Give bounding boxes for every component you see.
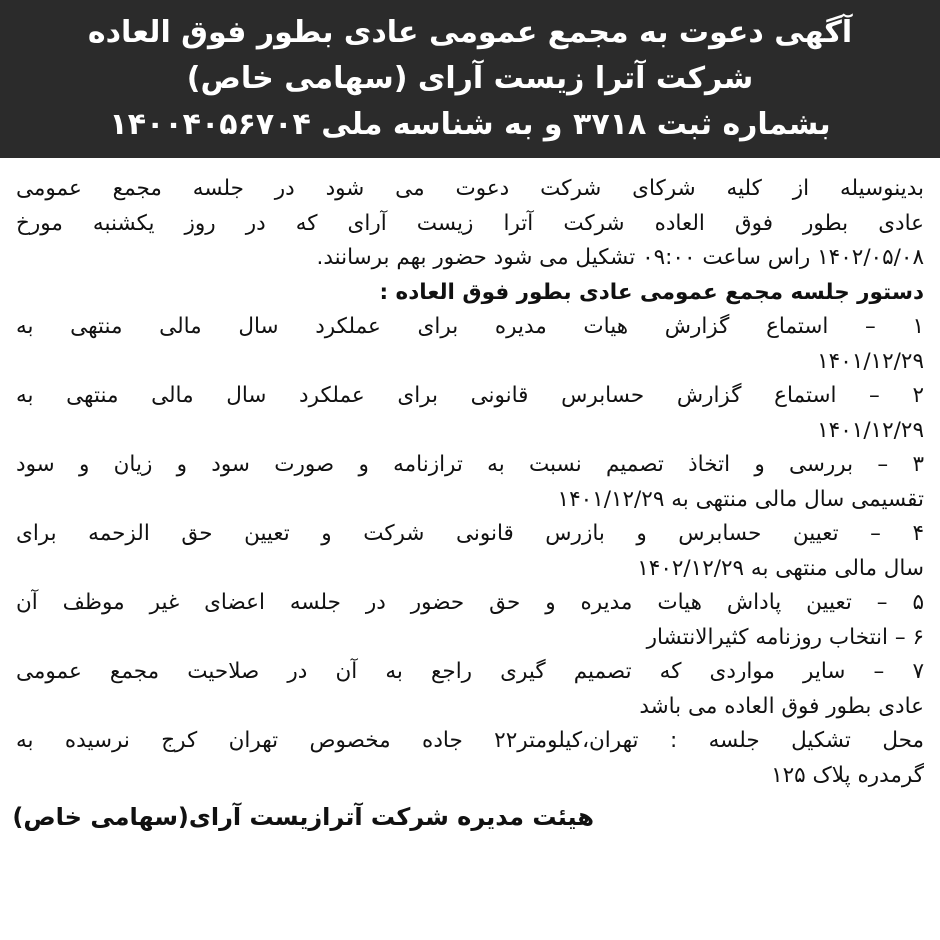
agenda-item-1: ۱ – استماع گزارش هیات مدیره برای عملکرد سال مالی منتهی به (16, 314, 924, 339)
agenda-item-3-cont: تقسیمی سال مالی منتهی به ۱۴۰۱/۱۲/۲۹ (557, 486, 924, 512)
agenda-item-4-cont: سال مالی منتهی به ۱۴۰۲/۱۲/۲۹ (637, 555, 924, 581)
agenda-item-1-cont: ۱۴۰۱/۱۲/۲۹ (817, 348, 924, 374)
agenda-item-4: ۴ – تعیین حسابرس و بازرس قانونی شرکت و تعیین حق الزحمه برای (16, 521, 924, 546)
board-signature: هیئت مدیره شرکت آترازیست آرای(سهامی خاص) (12, 803, 594, 831)
intro-line: عادی بطور فوق العاده شرکت آترا زیست آرای که در روز یکشنبه مورخ (16, 210, 924, 236)
agenda-item-5: ۵ – تعیین پاداش هیات مدیره و حق حضور در جلسه اعضای غیر موظف آن (16, 590, 924, 615)
agenda-title: دستور جلسه مجمع عمومی عادی بطور فوق العاده : (379, 279, 924, 305)
notice-body (0, 158, 940, 839)
meeting-location: محل تشکیل جلسه : تهران،کیلومتر۲۲ جاده مخصوص تهران کرج نرسیده به (16, 728, 924, 753)
intro-line: ۱۴۰۲/۰۵/۰۸ راس ساعت ۰۹:۰۰ تشکیل می شود حضور بهم برسانند. (316, 245, 924, 270)
agenda-item-7-cont: عادی بطور فوق العاده می باشد (639, 693, 924, 719)
header-title: آگهی دعوت به مجمع عمومی عادی بطور فوق العاده (87, 15, 853, 50)
header-company-name: شرکت آترا زیست آرای (سهامی خاص) (186, 61, 754, 96)
agenda-item-6: ۶ – انتخاب روزنامه کثیرالانتشار (646, 624, 924, 650)
agenda-item-7: ۷ – سایر مواردی که تصمیم گیری راجع به آن در صلاحیت مجمع عمومی (16, 659, 924, 684)
meeting-location-cont: گرمدره پلاک ۱۲۵ (771, 762, 924, 788)
agenda-item-2-cont: ۱۴۰۱/۱۲/۲۹ (817, 417, 924, 443)
agenda-item-2: ۲ – استماع گزارش حسابرس قانونی برای عملکرد سال مالی منتهی به (16, 383, 924, 408)
notice-header (0, 0, 940, 158)
header-registration: بشماره ثبت ۳۷۱۸ و به شناسه ملی ۱۴۰۰۴۰۵۶۷۰۴ (109, 107, 831, 142)
agenda-item-3: ۳ – بررسی و اتخاذ تصمیم نسبت به ترازنامه و صورت سود و زیان و سود (16, 452, 924, 477)
intro-line: بدینوسیله از کلیه شرکای شرکت دعوت می شود در جلسه مجمع عمومی (16, 176, 924, 201)
